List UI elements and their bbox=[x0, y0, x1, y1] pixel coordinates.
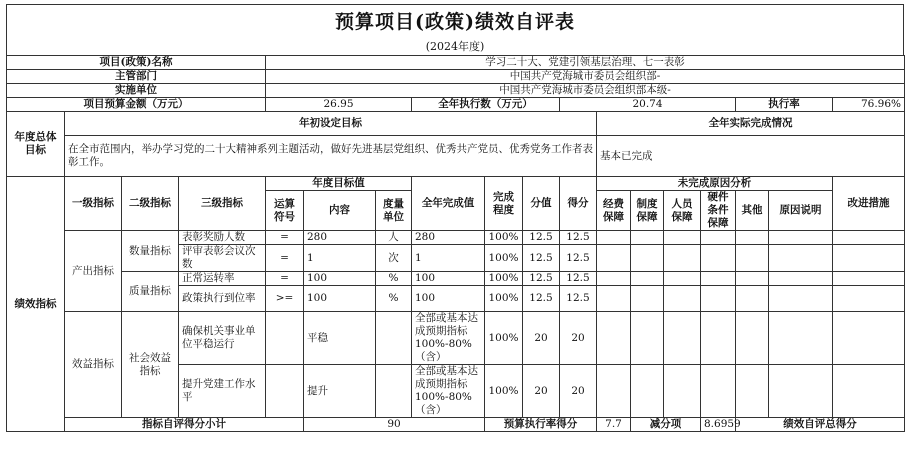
budget-label: 项目预算金额（万元） bbox=[7, 98, 266, 112]
header-content: 内容 bbox=[304, 191, 376, 231]
row-done: 100 bbox=[412, 272, 485, 286]
row-done: 全部或基本达成预期指标100%-80%（含） bbox=[412, 312, 485, 365]
header-degree: 完成程度 bbox=[485, 177, 523, 231]
row-degree: 100% bbox=[485, 231, 523, 245]
budget-score-value: 7.7 bbox=[597, 418, 631, 432]
project-name: 学习二十大、党建引领基层治理、七一表彰 bbox=[266, 56, 905, 70]
row-unit: % bbox=[376, 286, 412, 312]
header-reason: 原因说明 bbox=[769, 191, 833, 231]
table-row bbox=[7, 312, 905, 365]
table-row bbox=[7, 272, 905, 286]
dept-value: 中国共产党海城市委员会组织部- bbox=[266, 70, 905, 84]
row-score: 12.5 bbox=[560, 272, 597, 286]
row-l3: 表彰奖励人数 bbox=[179, 231, 266, 245]
unit-value: 中国共产党海城市委员会组织部本级- bbox=[266, 84, 905, 98]
row-l3: 提升党建工作水平 bbox=[179, 365, 266, 418]
row-value: 12.5 bbox=[523, 272, 560, 286]
dept-label: 主管部门 bbox=[7, 70, 266, 84]
row-content: 1 bbox=[304, 245, 376, 272]
row-score: 12.5 bbox=[560, 231, 597, 245]
row-content: 100 bbox=[304, 272, 376, 286]
project-name-label: 项目(政策)名称 bbox=[7, 56, 266, 70]
total-label: 绩效自评总得分 bbox=[736, 418, 905, 432]
level2-quality: 质量指标 bbox=[122, 272, 179, 312]
row-content: 100 bbox=[304, 286, 376, 312]
exec-value: 20.74 bbox=[560, 98, 736, 112]
year-subtitle: (2024年度) bbox=[6, 39, 904, 55]
row-op: = bbox=[266, 231, 304, 245]
level2-social: 社会效益指标 bbox=[122, 312, 179, 418]
row-degree: 100% bbox=[485, 365, 523, 418]
header-unit: 度量单位 bbox=[376, 191, 412, 231]
goals-section-label: 年度总体目标 bbox=[7, 112, 65, 177]
perf-section-label: 绩效指标 bbox=[7, 177, 65, 432]
header-level1: 一级指标 bbox=[65, 177, 122, 231]
header-level2: 二级指标 bbox=[122, 177, 179, 231]
row-score: 12.5 bbox=[560, 245, 597, 272]
header-hardware: 硬件条件保障 bbox=[701, 191, 736, 231]
actual-result-label: 全年实际完成情况 bbox=[597, 112, 905, 136]
row-done: 100 bbox=[412, 286, 485, 312]
unit-label: 实施单位 bbox=[7, 84, 266, 98]
initial-goal-label: 年初设定目标 bbox=[65, 112, 597, 136]
rate-value: 76.96% bbox=[833, 98, 905, 112]
row-done: 1 bbox=[412, 245, 485, 272]
row-l3: 政策执行到位率 bbox=[179, 286, 266, 312]
subtotal-label: 指标自评得分小计 bbox=[65, 418, 304, 432]
row-content: 平稳 bbox=[304, 312, 376, 365]
header-reason-analysis: 未完成原因分析 bbox=[597, 177, 833, 191]
header-funding: 经费保障 bbox=[597, 191, 631, 231]
row-value: 20 bbox=[523, 365, 560, 418]
row-done: 全部或基本达成预期指标100%-80%（含） bbox=[412, 365, 485, 418]
row-score: 12.5 bbox=[560, 286, 597, 312]
header-op: 运算符号 bbox=[266, 191, 304, 231]
exec-label: 全年执行数（万元） bbox=[412, 98, 560, 112]
evaluation-sheet bbox=[6, 4, 904, 432]
budget-score-label: 预算执行率得分 bbox=[485, 418, 597, 432]
row-op: = bbox=[266, 245, 304, 272]
row-value: 12.5 bbox=[523, 245, 560, 272]
level2-quantity: 数量指标 bbox=[122, 231, 179, 272]
row-unit bbox=[376, 312, 412, 365]
row-value: 20 bbox=[523, 312, 560, 365]
evaluation-table bbox=[6, 55, 905, 432]
header-score: 得分 bbox=[560, 177, 597, 231]
row-degree: 100% bbox=[485, 272, 523, 286]
header-level3: 三级指标 bbox=[179, 177, 266, 231]
row-done: 280 bbox=[412, 231, 485, 245]
initial-goal-text: 在全市范围内，举办学习党的二十大精神系列主题活动，做好先进基层党组织、优秀共产党员、优秀党务工作者表彰工作。 bbox=[65, 136, 597, 177]
row-score: 20 bbox=[560, 312, 597, 365]
row-score: 20 bbox=[560, 365, 597, 418]
row-unit: 次 bbox=[376, 245, 412, 272]
row-value: 12.5 bbox=[523, 231, 560, 245]
row-unit: 人 bbox=[376, 231, 412, 245]
row-degree: 100% bbox=[485, 286, 523, 312]
level1-output: 产出指标 bbox=[65, 231, 122, 312]
deduct-label: 减分项 bbox=[631, 418, 701, 432]
row-degree: 100% bbox=[485, 312, 523, 365]
row-op: >= bbox=[266, 286, 304, 312]
row-l3: 正常运转率 bbox=[179, 272, 266, 286]
table-row bbox=[7, 231, 905, 245]
row-content: 提升 bbox=[304, 365, 376, 418]
subtotal-value: 90 bbox=[304, 418, 485, 432]
header-year-target: 年度目标值 bbox=[266, 177, 412, 191]
page-title: 预算项目(政策)绩效自评表 bbox=[6, 4, 904, 39]
header-other: 其他 bbox=[736, 191, 769, 231]
row-l3: 确保机关事业单位平稳运行 bbox=[179, 312, 266, 365]
row-op bbox=[266, 365, 304, 418]
header-staff: 人员保障 bbox=[664, 191, 701, 231]
header-score-value: 分值 bbox=[523, 177, 560, 231]
row-value: 12.5 bbox=[523, 286, 560, 312]
deduct-value: 8.6959 bbox=[701, 418, 736, 432]
header-full-done: 全年完成值 bbox=[412, 177, 485, 231]
rate-label: 执行率 bbox=[736, 98, 833, 112]
level1-effect: 效益指标 bbox=[65, 312, 122, 418]
actual-result-text: 基本已完成 bbox=[597, 136, 905, 177]
row-unit: % bbox=[376, 272, 412, 286]
row-l3: 评审表彰会议次数 bbox=[179, 245, 266, 272]
row-op: = bbox=[266, 272, 304, 286]
row-content: 280 bbox=[304, 231, 376, 245]
row-unit bbox=[376, 365, 412, 418]
header-improve: 改进措施 bbox=[833, 177, 905, 231]
row-degree: 100% bbox=[485, 245, 523, 272]
row-op bbox=[266, 312, 304, 365]
budget-value: 26.95 bbox=[266, 98, 412, 112]
header-system: 制度保障 bbox=[631, 191, 664, 231]
